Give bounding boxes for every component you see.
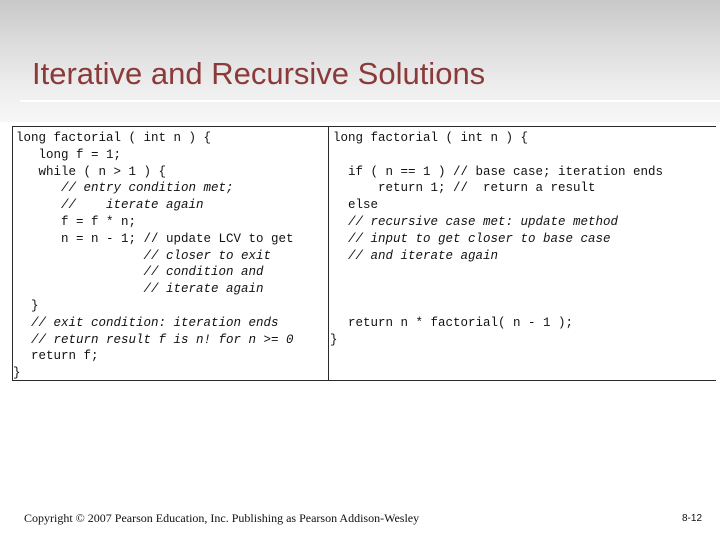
recursive-code-comment: // recursive case met: update method — [333, 215, 619, 229]
iterative-code-line: return f; — [16, 349, 99, 363]
slide-title: Iterative and Recursive Solutions — [32, 56, 486, 91]
recursive-code-line: return n * factorial( n - 1 ); — [333, 316, 574, 330]
recursive-code-comment: // input to get closer to base case — [333, 232, 611, 246]
iterative-code-line: } — [13, 366, 21, 380]
code-panel-divider — [328, 126, 329, 381]
recursive-code-line: } — [330, 333, 338, 347]
iterative-code-comment: // condition and — [16, 265, 264, 279]
copyright-footer: Copyright © 2007 Pearson Education, Inc. Publishing as Pearson Addison-Wesley — [24, 511, 420, 525]
iterative-code-comment: // iterate again — [16, 198, 204, 212]
iterative-code-line: f = f * n; — [16, 215, 137, 229]
iterative-code-comment: // iterate again — [16, 282, 264, 296]
recursive-code-line: if ( n == 1 ) // base case; iteration ends — [333, 165, 664, 179]
iterative-code-line: while ( n > 1 ) { — [16, 165, 167, 179]
iterative-code-comment: // closer to exit — [16, 249, 272, 263]
iterative-code-line: } — [16, 299, 39, 313]
recursive-code-comment: // and iterate again — [333, 249, 499, 263]
page-number: 8-12 — [681, 513, 702, 524]
iterative-code-comment: // entry condition met; — [16, 181, 234, 195]
iterative-code-line: long f = 1; — [16, 148, 122, 162]
title-underline — [20, 100, 720, 102]
iterative-code-line: n = n - 1; // update LCV to get — [16, 232, 294, 246]
iterative-code-line: long factorial ( int n ) { — [16, 131, 212, 145]
recursive-code-line: long factorial ( int n ) { — [333, 131, 529, 145]
recursive-code-line: return 1; // return a result — [333, 181, 596, 195]
recursive-code-line: else — [333, 198, 379, 212]
iterative-code-comment: // exit condition: iteration ends — [16, 316, 279, 330]
iterative-code-comment: // return result f is n! for n >= 0 — [16, 333, 294, 347]
